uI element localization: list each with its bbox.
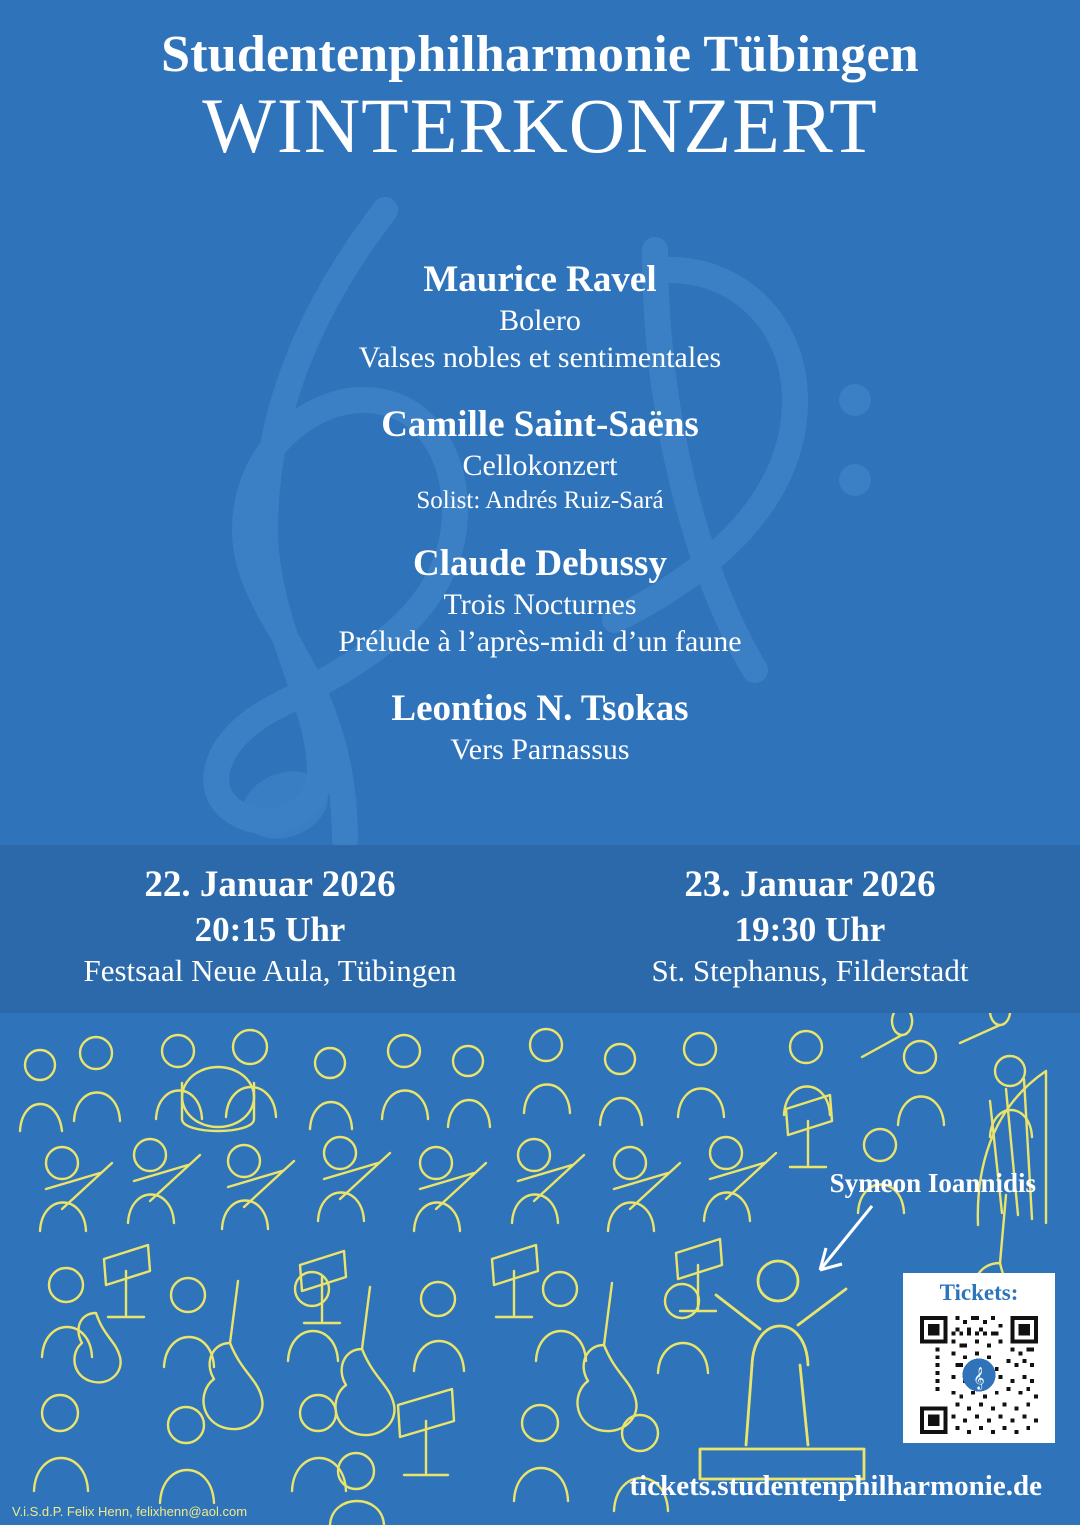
concert-title: WINTERKONZERT	[202, 81, 878, 169]
orchestra-line-art-icon	[0, 1013, 1080, 1525]
program-entry	[0, 542, 1080, 661]
orchestra-illustration	[0, 1013, 1080, 1525]
performance-date: 23. Januar 2026	[684, 864, 936, 905]
composer-name: Claude Debussy	[413, 542, 667, 584]
performance-entry	[540, 845, 1080, 1013]
conductor-arrow-icon	[800, 1198, 880, 1288]
performance-time: 20:15 Uhr	[194, 910, 346, 950]
work-title: Prélude à l’après-midi d’un faune	[338, 625, 742, 659]
ticket-qr-box[interactable]	[903, 1273, 1055, 1443]
svg-text:𝄞: 𝄞	[973, 1366, 985, 1390]
composer-name: Camille Saint-Saëns	[381, 404, 699, 446]
poster-title-block	[0, 26, 1080, 169]
work-title: Vers Parnassus	[450, 732, 630, 766]
performance-entry	[0, 845, 540, 1013]
work-title: Valses nobles et sentimentales	[358, 341, 722, 375]
ensemble-name: Studentenphilharmonie Tübingen	[161, 26, 919, 83]
soloist-note: Solist: Andrés Ruiz-Sará	[416, 486, 664, 514]
composer-name: Maurice Ravel	[423, 259, 657, 300]
ticket-url[interactable]: tickets.studentenphilharmonie.de	[629, 1470, 1042, 1502]
work-title: Bolero	[499, 303, 581, 337]
conductor-name: Symeon Ioannidis	[829, 1168, 1036, 1198]
performance-date: 22. Januar 2026	[144, 864, 396, 905]
program-list	[0, 258, 1080, 795]
qr-code-icon	[911, 1308, 1047, 1442]
performance-venue: Festsaal Neue Aula, Tübingen	[83, 953, 457, 988]
program-entry	[0, 258, 1080, 377]
imprint-text: V.i.S.d.P. Felix Henn, felixhenn@aol.com	[12, 1504, 248, 1519]
work-title: Trois Nocturnes	[443, 587, 637, 621]
tickets-label: Tickets:	[939, 1280, 1019, 1305]
program-entry	[0, 403, 1080, 516]
performance-dates	[0, 845, 1080, 1013]
program-entry	[0, 687, 1080, 768]
qr-code[interactable]	[911, 1308, 1047, 1442]
performance-time: 19:30 Uhr	[734, 910, 886, 950]
composer-name: Leontios N. Tsokas	[391, 688, 689, 730]
performance-venue: St. Stephanus, Filderstadt	[651, 953, 969, 988]
work-title: Cellokonzert	[462, 448, 618, 482]
